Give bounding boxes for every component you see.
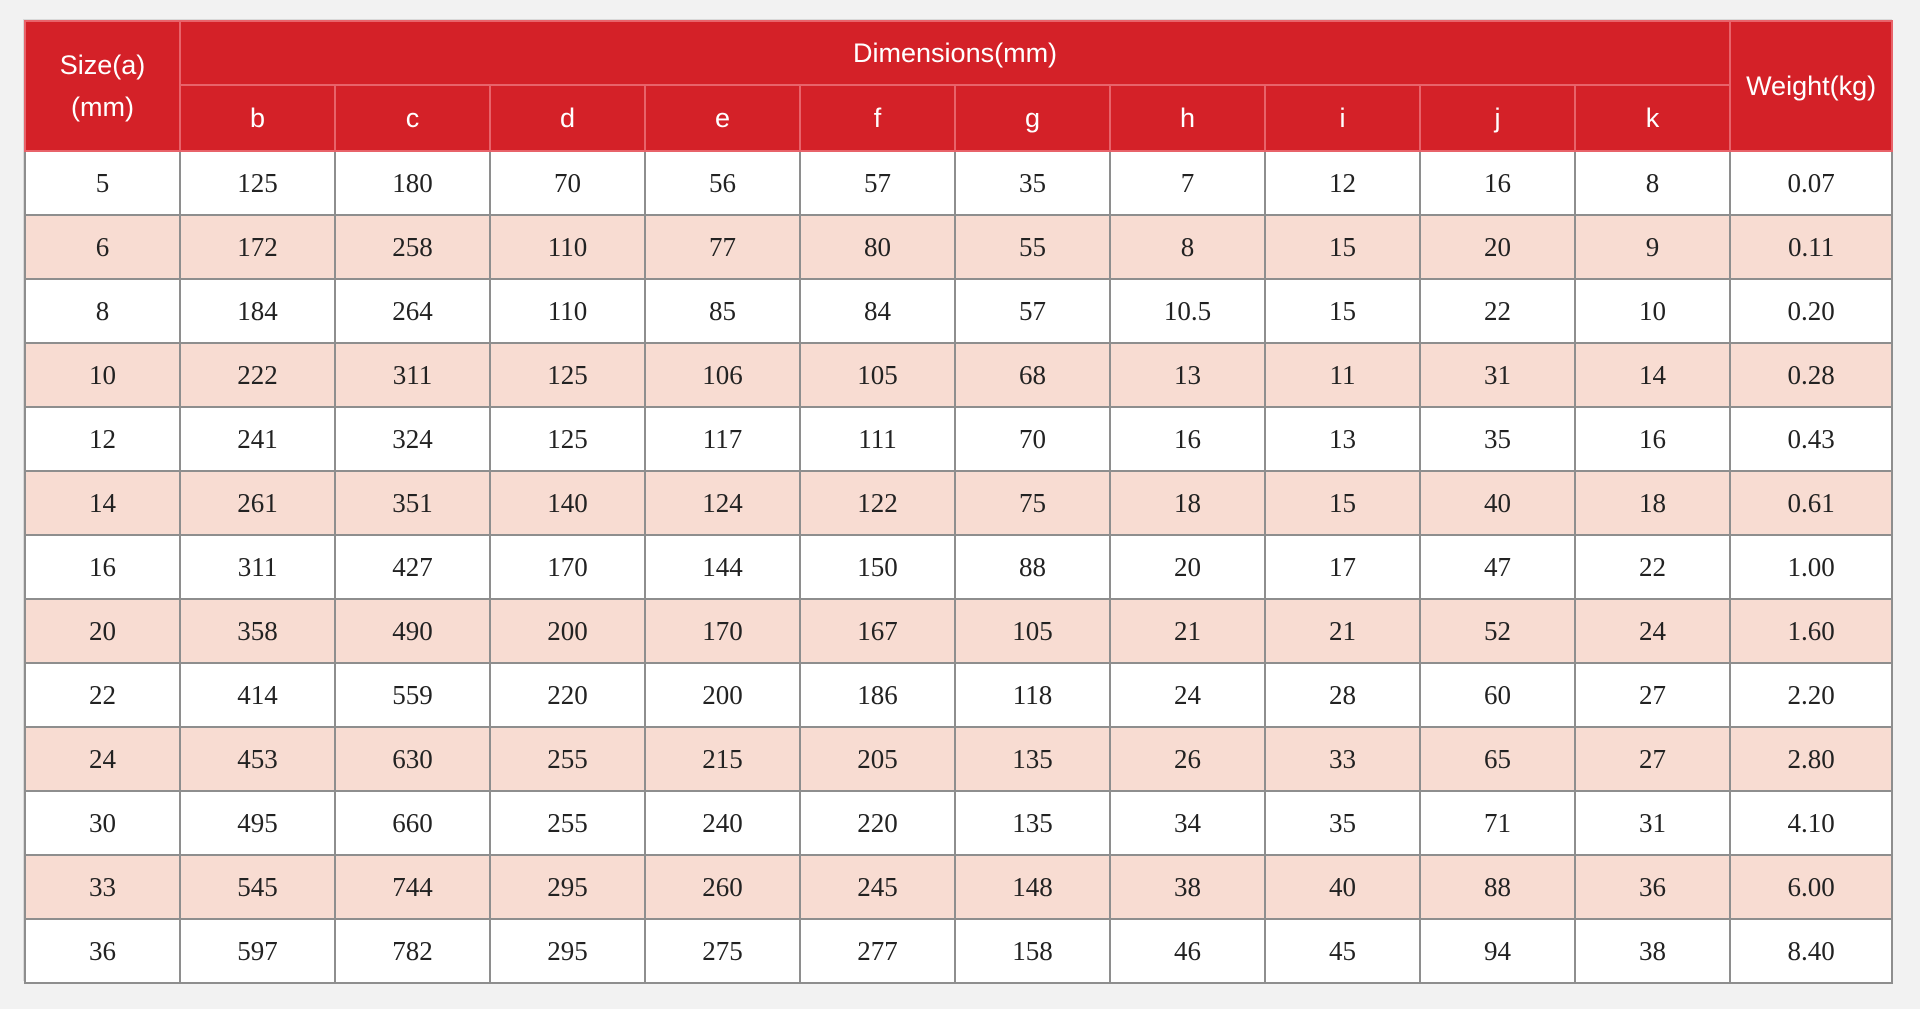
dimension-cell: 170 (490, 535, 645, 599)
dimension-cell: 20 (1420, 215, 1575, 279)
dimension-cell: 57 (955, 279, 1110, 343)
size-cell: 6 (25, 215, 180, 279)
dimension-cell: 660 (335, 791, 490, 855)
dimension-cell: 35 (1420, 407, 1575, 471)
dimension-column-header: d (490, 85, 645, 151)
dimension-cell: 744 (335, 855, 490, 919)
dimension-column-header: i (1265, 85, 1420, 151)
dimension-cell: 13 (1110, 343, 1265, 407)
size-cell: 14 (25, 471, 180, 535)
size-cell: 16 (25, 535, 180, 599)
spec-table-container (24, 20, 1891, 980)
dimension-cell: 12 (1265, 151, 1420, 215)
dimension-cell: 77 (645, 215, 800, 279)
dimension-cell: 16 (1420, 151, 1575, 215)
size-cell: 24 (25, 727, 180, 791)
dimension-cell: 264 (335, 279, 490, 343)
dimension-cell: 205 (800, 727, 955, 791)
dimension-cell: 106 (645, 343, 800, 407)
dimension-cell: 35 (1265, 791, 1420, 855)
weight-cell: 0.20 (1730, 279, 1892, 343)
dimension-column-header: g (955, 85, 1110, 151)
dimension-column-header: h (1110, 85, 1265, 151)
dimension-cell: 105 (955, 599, 1110, 663)
table-row (25, 599, 1892, 663)
size-cell: 33 (25, 855, 180, 919)
dimension-cell: 88 (1420, 855, 1575, 919)
table-row (25, 215, 1892, 279)
table-row (25, 663, 1892, 727)
dimension-cell: 10 (1575, 279, 1730, 343)
dimension-cell: 68 (955, 343, 1110, 407)
dimension-cell: 71 (1420, 791, 1575, 855)
dimension-cell: 630 (335, 727, 490, 791)
table-header (25, 21, 1892, 151)
dimension-cell: 150 (800, 535, 955, 599)
dimension-cell: 135 (955, 791, 1110, 855)
weight-cell: 0.61 (1730, 471, 1892, 535)
table-body (25, 151, 1892, 983)
dimension-cell: 220 (490, 663, 645, 727)
dimension-cell: 125 (490, 343, 645, 407)
dimension-cell: 52 (1420, 599, 1575, 663)
dimension-cell: 170 (645, 599, 800, 663)
dimension-cell: 36 (1575, 855, 1730, 919)
dimension-cell: 85 (645, 279, 800, 343)
dimension-cell: 167 (800, 599, 955, 663)
table-row (25, 343, 1892, 407)
dimension-cell: 27 (1575, 663, 1730, 727)
dimension-cell: 186 (800, 663, 955, 727)
dimension-cell: 55 (955, 215, 1110, 279)
dimension-cell: 427 (335, 535, 490, 599)
dimension-cell: 240 (645, 791, 800, 855)
dimension-column-header: b (180, 85, 335, 151)
dimension-cell: 125 (490, 407, 645, 471)
dimension-cell: 16 (1110, 407, 1265, 471)
weight-cell: 0.07 (1730, 151, 1892, 215)
dimension-cell: 57 (800, 151, 955, 215)
table-row (25, 279, 1892, 343)
dimension-cell: 16 (1575, 407, 1730, 471)
dimension-cell: 324 (335, 407, 490, 471)
dimension-cell: 351 (335, 471, 490, 535)
dimension-cell: 117 (645, 407, 800, 471)
dimension-cell: 241 (180, 407, 335, 471)
table-row (25, 855, 1892, 919)
dimension-cell: 94 (1420, 919, 1575, 983)
dimension-cell: 258 (335, 215, 490, 279)
dimension-cell: 56 (645, 151, 800, 215)
dimension-cell: 75 (955, 471, 1110, 535)
dimension-cell: 200 (490, 599, 645, 663)
weight-cell: 1.00 (1730, 535, 1892, 599)
table-row (25, 535, 1892, 599)
size-cell: 30 (25, 791, 180, 855)
dimension-cell: 84 (800, 279, 955, 343)
dimension-cell: 88 (955, 535, 1110, 599)
dimension-cell: 70 (955, 407, 1110, 471)
dimension-cell: 8 (1575, 151, 1730, 215)
size-header-unit: (mm) (71, 92, 134, 122)
dimension-cell: 34 (1110, 791, 1265, 855)
size-cell: 8 (25, 279, 180, 343)
dimension-cell: 15 (1265, 471, 1420, 535)
dimension-cell: 158 (955, 919, 1110, 983)
dimension-cell: 597 (180, 919, 335, 983)
dimension-cell: 110 (490, 215, 645, 279)
dimension-cell: 110 (490, 279, 645, 343)
dimension-cell: 60 (1420, 663, 1575, 727)
dimension-cell: 220 (800, 791, 955, 855)
dimension-cell: 28 (1265, 663, 1420, 727)
dimension-cell: 47 (1420, 535, 1575, 599)
dimension-cell: 20 (1110, 535, 1265, 599)
dimension-cell: 414 (180, 663, 335, 727)
dimension-cell: 40 (1420, 471, 1575, 535)
dimension-cell: 80 (800, 215, 955, 279)
weight-cell: 6.00 (1730, 855, 1892, 919)
dimension-cell: 148 (955, 855, 1110, 919)
dimension-cell: 311 (180, 535, 335, 599)
weight-cell: 8.40 (1730, 919, 1892, 983)
dimension-cell: 358 (180, 599, 335, 663)
dimension-cell: 70 (490, 151, 645, 215)
dimensions-table (24, 20, 1893, 984)
dimension-cell: 21 (1110, 599, 1265, 663)
dimension-column-header: j (1420, 85, 1575, 151)
size-cell: 5 (25, 151, 180, 215)
table-row (25, 727, 1892, 791)
table-row (25, 471, 1892, 535)
dimension-cell: 277 (800, 919, 955, 983)
dimensions-group-header: Dimensions(mm) (180, 21, 1730, 85)
dimension-cell: 18 (1110, 471, 1265, 535)
dimension-cell: 140 (490, 471, 645, 535)
dimension-cell: 275 (645, 919, 800, 983)
size-cell: 36 (25, 919, 180, 983)
dimension-cell: 27 (1575, 727, 1730, 791)
weight-cell: 1.60 (1730, 599, 1892, 663)
dimension-cell: 180 (335, 151, 490, 215)
dimension-cell: 118 (955, 663, 1110, 727)
dimension-cell: 124 (645, 471, 800, 535)
weight-column-header: Weight(kg) (1730, 21, 1892, 151)
dimension-cell: 125 (180, 151, 335, 215)
dimension-cell: 295 (490, 855, 645, 919)
dimension-cell: 11 (1265, 343, 1420, 407)
dimension-cell: 45 (1265, 919, 1420, 983)
dimension-cell: 261 (180, 471, 335, 535)
size-column-header (25, 21, 180, 151)
dimension-cell: 7 (1110, 151, 1265, 215)
table-row (25, 791, 1892, 855)
dimension-column-header: f (800, 85, 955, 151)
dimension-column-header: e (645, 85, 800, 151)
weight-cell: 0.43 (1730, 407, 1892, 471)
dimension-cell: 782 (335, 919, 490, 983)
weight-cell: 2.20 (1730, 663, 1892, 727)
dimension-cell: 245 (800, 855, 955, 919)
dimension-cell: 17 (1265, 535, 1420, 599)
dimension-cell: 65 (1420, 727, 1575, 791)
dimension-cell: 10.5 (1110, 279, 1265, 343)
dimension-cell: 38 (1110, 855, 1265, 919)
weight-cell: 0.28 (1730, 343, 1892, 407)
dimension-cell: 24 (1575, 599, 1730, 663)
size-cell: 12 (25, 407, 180, 471)
dimension-cell: 260 (645, 855, 800, 919)
dimension-cell: 135 (955, 727, 1110, 791)
dimension-cell: 184 (180, 279, 335, 343)
dimension-column-header: c (335, 85, 490, 151)
dimension-cell: 22 (1420, 279, 1575, 343)
dimension-cell: 33 (1265, 727, 1420, 791)
weight-cell: 0.11 (1730, 215, 1892, 279)
dimension-cell: 15 (1265, 215, 1420, 279)
weight-cell: 4.10 (1730, 791, 1892, 855)
dimension-cell: 22 (1575, 535, 1730, 599)
dimension-cell: 144 (645, 535, 800, 599)
dimension-cell: 38 (1575, 919, 1730, 983)
size-cell: 22 (25, 663, 180, 727)
dimension-cell: 295 (490, 919, 645, 983)
dimension-cell: 559 (335, 663, 490, 727)
dimension-cell: 453 (180, 727, 335, 791)
dimension-cell: 8 (1110, 215, 1265, 279)
dimension-cell: 14 (1575, 343, 1730, 407)
size-header-label: Size(a) (59, 50, 146, 80)
dimension-cell: 40 (1265, 855, 1420, 919)
size-cell: 20 (25, 599, 180, 663)
dimension-cell: 122 (800, 471, 955, 535)
dimension-cell: 9 (1575, 215, 1730, 279)
dimension-cell: 255 (490, 727, 645, 791)
weight-cell: 2.80 (1730, 727, 1892, 791)
dimension-cell: 105 (800, 343, 955, 407)
dimension-cell: 311 (335, 343, 490, 407)
dimension-cell: 35 (955, 151, 1110, 215)
dimension-cell: 31 (1420, 343, 1575, 407)
table-row (25, 151, 1892, 215)
table-row (25, 919, 1892, 983)
dimension-cell: 15 (1265, 279, 1420, 343)
dimension-column-header: k (1575, 85, 1730, 151)
dimension-cell: 18 (1575, 471, 1730, 535)
dimension-cell: 46 (1110, 919, 1265, 983)
dimension-cell: 200 (645, 663, 800, 727)
dimension-cell: 111 (800, 407, 955, 471)
dimension-cell: 545 (180, 855, 335, 919)
dimension-cell: 31 (1575, 791, 1730, 855)
dimension-cell: 215 (645, 727, 800, 791)
dimension-cell: 490 (335, 599, 490, 663)
dimension-cell: 495 (180, 791, 335, 855)
table-row (25, 407, 1892, 471)
dimension-cell: 222 (180, 343, 335, 407)
dimension-cell: 172 (180, 215, 335, 279)
dimension-cell: 21 (1265, 599, 1420, 663)
dimension-cell: 255 (490, 791, 645, 855)
size-cell: 10 (25, 343, 180, 407)
dimension-cell: 24 (1110, 663, 1265, 727)
dimension-cell: 26 (1110, 727, 1265, 791)
dimension-cell: 13 (1265, 407, 1420, 471)
